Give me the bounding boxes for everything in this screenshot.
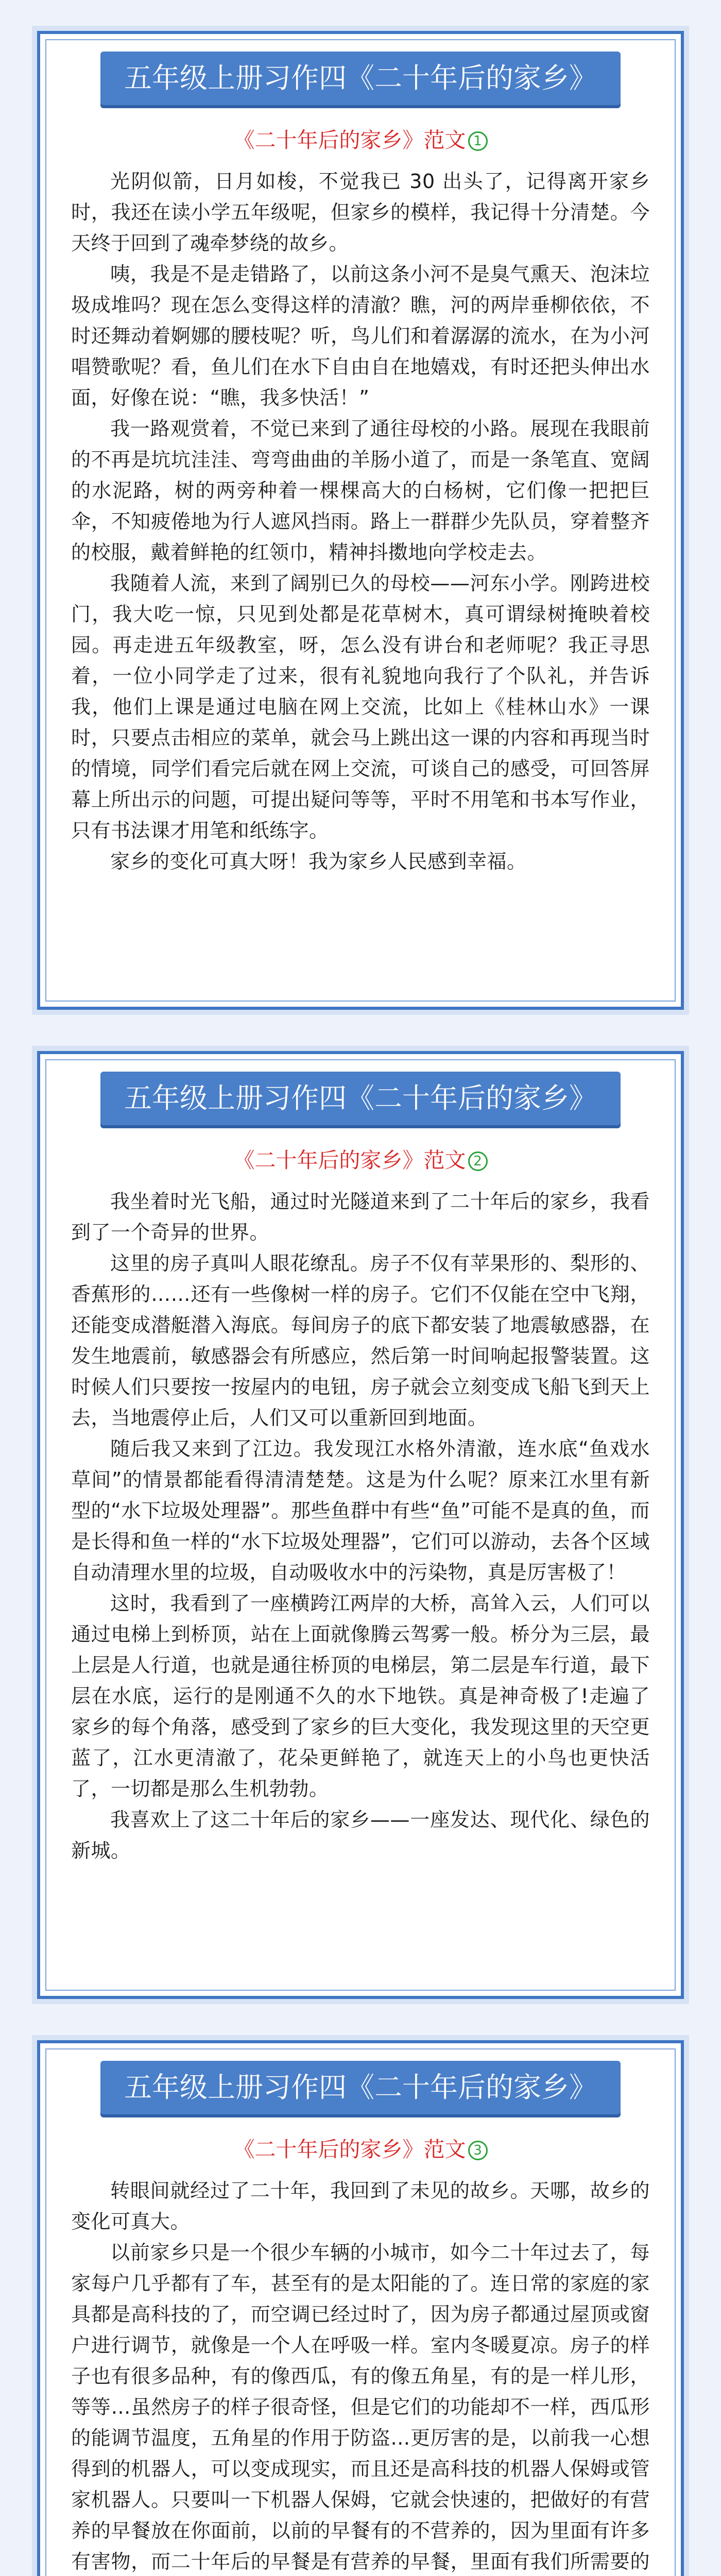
essay-subtitle: [40, 125, 681, 156]
paragraph: 这时，我看到了一座横跨江两岸的大桥，高耸入云，人们可以通过电梯上到桥顶，站在上面就像腾云驾雾一般。桥分为三层，最上层是人行道，也就是通往桥顶的电梯层，第二层是车行道，最下层在水底，运行的是刚通不久的水下地铁。真是神奇极了!走遍了家乡的每个角落，感受到了家乡的巨大变化，我发现这里的天空更蓝了，江水更清澈了，花朵更鲜艳了，就连天上的小鸟也更快活了，一切都是那么生机勃勃。: [71, 1592, 650, 1800]
essay-panel-1: [37, 31, 684, 1010]
essay-body: [71, 1186, 650, 1866]
essay-body: [71, 2175, 650, 2576]
paragraph: 家乡的变化可真大呀！我为家乡人民感到幸福。: [110, 850, 527, 873]
paragraph: 我坐着时光飞船，通过时光隧道来到了二十年后的家乡，我看到了一个奇异的世界。: [71, 1190, 650, 1244]
section-title-banner: 五年级上册习作四《二十年后的家乡》: [100, 52, 621, 105]
section-title-banner: 五年级上册习作四《二十年后的家乡》: [100, 2061, 621, 2114]
paragraph: 以前家乡只是一个很少车辆的小城市，如今二十年过去了，每家每户几乎都有了车，甚至有的是太阳能的了。连日常的家庭的家具都是高科技的了，而空调已经过时了，因为房子都通过屋顶或窗户进行调节，就像是一个人在呼吸一样。室内冬暖夏凉。房子的样子也有很多品种，有的像西瓜，有的像五角星，有的是一样儿形，等等…虽然房子的样子很奇怪，但是它们的功能却不一样，西瓜形的能调节温度，五角星的作用于防盗…更厉害的是，以前我一心想得到的机器人，可以变成现实，而且还是高科技的机器人保姆或管家机器人。只要叫一下机器人保姆，它就会快速的，把做好的有营养的早餐放在你面前，以前的早餐有的不营养的，因为里面有许多有害物，而二十年后的早餐是有营养的早餐，里面有我们所需要的: [71, 2241, 650, 2573]
essay-panel-3: [37, 2040, 684, 2576]
subtitle-text: 《二十年后的家乡》范文: [233, 128, 466, 152]
paragraph: 光阴似箭，日月如梭，不觉我已 30 出头了，记得离开家乡时，我还在读小学五年级呢，但家乡的模样，我记得十分清楚。今天终于回到了魂牵梦绕的故乡。: [71, 170, 650, 255]
paragraph: 随后我又来到了江边。我发现江水格外清澈，连水底“鱼戏水草间”的情景都能看得清清楚楚。这是为什么呢？原来江水里有新型的“水下垃圾处理器”。那些鱼群中有些“鱼”可能不是真的鱼，而是长得和鱼一样的“水下垃圾处理器”，它们可以游动，去各个区域自动清理水里的垃圾，自动吸收水中的污染物，真是厉害极了！: [71, 1437, 650, 1584]
essay-number-badge: 3: [468, 2141, 488, 2160]
paragraph: 这里的房子真叫人眼花缭乱。房子不仅有苹果形的、梨形的、香蕉形的……还有一些像树一样的房子。它们不仅能在空中飞翔，还能变成潜艇潜入海底。每间房子的底下都安装了地震敏感器，在发生地震前，敏感器会有所感应，然后第一时间响起报警装置。这时候人们只要按一按屋内的电钮，房子就会立刻变成飞船飞到天上去，当地震停止后，人们又可以重新回到地面。: [71, 1252, 650, 1429]
paragraph: 咦，我是不是走错路了，以前这条小河不是臭气熏天、泡沫垃圾成堆吗？现在怎么变得这样的清澈？瞧，河的两岸垂柳依依，不时还舞动着婀娜的腰枝呢？听，鸟儿们和着潺潺的流水，在为小河唱赞歌呢？看，鱼儿们在水下自由自在地嬉戏，有时还把头伸出水面，好像在说：“瞧，我多快活！”: [71, 263, 650, 409]
paragraph: 我随着人流，来到了阔别已久的母校——河东小学。刚跨进校门，我大吃一惊，只见到处都是花草树木，真可谓绿树掩映着校园。再走进五年级教室，呀，怎么没有讲台和老师呢？我正寻思着，一位小同学走了过来，很有礼貌地向我行了个队礼，并告诉我，他们上课是通过电脑在网上交流，比如上《桂林山水》一课时，只要点击相应的菜单，就会马上跳出这一课的内容和再现当时的情境，同学们看完后就在网上交流，可谈自己的感受，可回答屏幕上所出示的问题，可提出疑问等等，平时不用笔和书本写作业，只有书法课才用笔和纸练字。: [71, 572, 650, 842]
section-title-banner: 五年级上册习作四《二十年后的家乡》: [100, 1072, 621, 1125]
paragraph: 转眼间就经过了二十年，我回到了未见的故乡。天哪，故乡的变化可真大。: [71, 2179, 650, 2233]
essay-subtitle: [40, 1145, 681, 1176]
essay-panel-2: [37, 1051, 684, 1999]
subtitle-text: 《二十年后的家乡》范文: [233, 2137, 466, 2162]
paragraph: 我喜欢上了这二十年后的家乡——一座发达、现代化、绿色的新城。: [71, 1808, 650, 1862]
essay-subtitle: [40, 2134, 681, 2165]
paragraph: 我一路观赏着，不觉已来到了通往母校的小路。展现在我眼前的不再是坑坑洼洼、弯弯曲曲的羊肠小道了，而是一条笔直、宽阔的水泥路，树的两旁种着一棵棵高大的白杨树，它们像一把把巨伞，不知疲倦地为行人遮风挡雨。路上一群群少先队员，穿着整齐的校服，戴着鲜艳的红领巾，精神抖擞地向学校走去。: [71, 417, 650, 564]
essay-number-badge: 2: [468, 1151, 488, 1171]
essay-body: [71, 166, 650, 877]
subtitle-text: 《二十年后的家乡》范文: [233, 1148, 466, 1173]
essay-number-badge: 1: [468, 131, 488, 151]
